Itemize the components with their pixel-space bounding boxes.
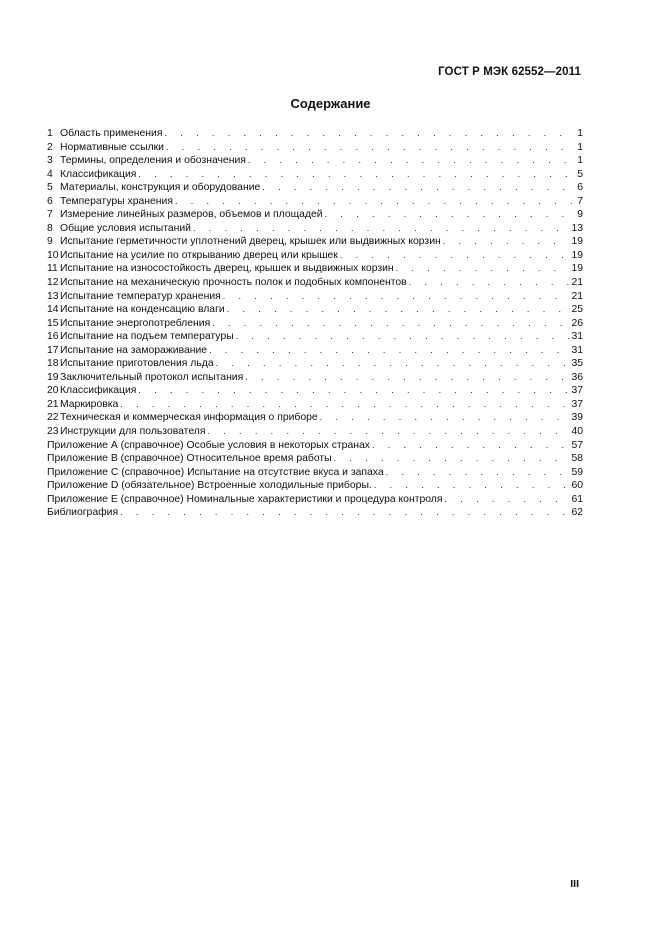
- toc-dot-leader: [262, 181, 576, 195]
- toc-entry-page: 57: [571, 439, 583, 451]
- toc-entry-page: 1: [577, 141, 583, 153]
- toc-entry-number: 7: [47, 209, 53, 221]
- toc-entry-number: 23: [47, 426, 59, 438]
- toc-entry-page: 60: [571, 480, 583, 492]
- toc-entry-title: Измерение линейных размеров, объемов и площадей: [60, 209, 323, 221]
- toc-entry-number: 20: [47, 385, 59, 397]
- toc-dot-leader: [374, 479, 571, 493]
- toc-entry-page: 61: [571, 493, 583, 505]
- toc-entry-title: Область применения: [60, 128, 163, 139]
- toc-dot-leader: [340, 249, 571, 263]
- toc-title: Содержание: [290, 96, 371, 111]
- toc-dot-leader: [120, 398, 570, 412]
- toc-entry-title: Испытание герметичности уплотнений дверец, крышек или выдвижных корзин: [60, 236, 441, 248]
- toc-entry-title: Испытание на механическую прочность полок и подобных компонентов: [60, 277, 407, 289]
- toc-dot-leader: [223, 290, 571, 304]
- toc-entry-title: Испытание приготовления льда: [60, 358, 214, 370]
- toc-entry-number: 19: [47, 371, 59, 383]
- toc-dot-leader: [236, 330, 571, 344]
- toc-entry-page: 35: [571, 358, 583, 370]
- toc-entry[interactable]: [47, 357, 583, 371]
- toc-dot-leader: [120, 506, 570, 520]
- toc-entry[interactable]: [47, 411, 583, 425]
- toc-entry-number: 21: [47, 398, 59, 410]
- document-code: ГОСТ Р МЭК 62552—2011: [438, 66, 581, 78]
- toc-entry-page: 59: [571, 466, 583, 478]
- toc-entry-page: 21: [571, 277, 583, 289]
- toc-dot-leader: [138, 384, 570, 398]
- toc-entry-number: 10: [47, 249, 59, 261]
- toc-dot-leader: [175, 195, 576, 209]
- toc-entry-number: 18: [47, 358, 59, 370]
- toc-dot-leader: [227, 303, 571, 317]
- toc-entry[interactable]: [47, 493, 583, 507]
- toc-entry-page: 19: [571, 249, 583, 261]
- toc-entry-number: 22: [47, 412, 59, 424]
- toc-entry-number: 9: [47, 236, 53, 248]
- toc-entry-number: 4: [47, 168, 53, 180]
- toc-entry[interactable]: [47, 317, 583, 331]
- toc-dot-leader: [334, 452, 571, 466]
- toc-dot-leader: [207, 425, 570, 439]
- toc-entry-title: Общие условия испытаний: [60, 222, 191, 234]
- toc-dot-leader: [193, 222, 570, 236]
- toc-entry-page: 26: [571, 317, 583, 329]
- toc-entry[interactable]: [47, 262, 583, 276]
- toc-entry-page: 31: [571, 331, 583, 343]
- toc-entry[interactable]: [47, 439, 583, 453]
- toc-entry-number: 16: [47, 331, 59, 343]
- toc-dot-leader: [444, 493, 570, 507]
- toc-entry[interactable]: [47, 506, 583, 520]
- toc-entry-title: Испытание на подъем температуры: [60, 331, 234, 343]
- toc-entry[interactable]: [47, 154, 583, 168]
- toc-entry[interactable]: [47, 222, 583, 236]
- toc-entry-title: Термины, определения и обозначения: [60, 155, 246, 167]
- toc-entry[interactable]: [47, 127, 583, 141]
- page-number: III: [570, 878, 579, 890]
- toc-dot-leader: [138, 168, 576, 182]
- toc-entry-title: Инструкции для пользователя: [60, 426, 206, 438]
- toc-entry-number: 13: [47, 290, 59, 302]
- toc-entry-title: Классификация: [60, 168, 137, 180]
- toc-entry-page: 5: [577, 168, 583, 180]
- toc-entry-page: 36: [571, 371, 583, 383]
- toc-entry-number: 6: [47, 195, 53, 207]
- toc-entry[interactable]: [47, 466, 583, 480]
- toc-entry-title: Библиография: [47, 507, 119, 519]
- toc-entry-title: Техническая и коммерческая информация о приборе: [60, 412, 318, 424]
- toc-entry-page: 31: [571, 344, 583, 356]
- toc-entry-page: 19: [571, 263, 583, 275]
- toc-entry[interactable]: [47, 330, 583, 344]
- toc-dot-leader: [248, 154, 576, 168]
- toc-entry[interactable]: [47, 452, 583, 466]
- toc-entry-number: 2: [47, 141, 53, 153]
- toc-entry[interactable]: [47, 371, 583, 385]
- toc-dot-leader: [216, 357, 571, 371]
- toc-entry[interactable]: [47, 276, 583, 290]
- toc-entry-title: Приложение А (справочное) Особые условия в некоторых странах: [47, 439, 370, 451]
- toc-entry[interactable]: [47, 384, 583, 398]
- toc-dot-leader: [409, 276, 571, 290]
- toc-entry[interactable]: [47, 195, 583, 209]
- toc-entry-title: Испытание энергопотребления: [60, 317, 211, 329]
- toc-dot-leader: [245, 371, 570, 385]
- toc-entry[interactable]: [47, 303, 583, 317]
- toc-entry-title: Испытание на конденсацию влаги: [60, 304, 225, 316]
- toc-dot-leader: [325, 208, 577, 222]
- toc-dot-leader: [396, 262, 571, 276]
- toc-entry-title: Заключительный протокол испытания: [60, 371, 244, 383]
- toc-dot-leader: [212, 317, 570, 331]
- toc-entry-number: 15: [47, 317, 59, 329]
- toc-entry-title: Классификация: [60, 385, 137, 397]
- toc-dot-leader: [320, 411, 571, 425]
- toc-entry-title: Маркировка: [60, 398, 119, 410]
- toc-entry-number: 14: [47, 304, 59, 316]
- toc-entry-number: 17: [47, 344, 59, 356]
- toc-entry[interactable]: [47, 479, 583, 493]
- toc-entry[interactable]: [47, 235, 583, 249]
- toc-entry-title: Испытание на усилие по открыванию дверец или крышек: [60, 249, 338, 261]
- toc-entry-page: 58: [571, 453, 583, 465]
- toc-entry-title: Нормативные ссылки: [60, 141, 164, 153]
- toc-entry[interactable]: [47, 344, 583, 358]
- toc-entry-page: 6: [577, 182, 583, 194]
- toc-entry-title: Приложение D (обязательное) Встроенные холодильные приборы.: [47, 480, 372, 492]
- toc-entry-page: 37: [571, 398, 583, 410]
- toc-entry-page: 37: [571, 385, 583, 397]
- toc-entry-title: Испытание на замораживание: [60, 344, 208, 356]
- toc-entry-page: 39: [571, 412, 583, 424]
- toc-dot-leader: [166, 141, 576, 155]
- toc-entry[interactable]: [47, 425, 583, 439]
- toc-entry[interactable]: [47, 249, 583, 263]
- toc-entry-title: Приложение С (справочное) Испытание на отсутствие вкуса и запаха: [47, 466, 384, 478]
- toc-entry-title: Испытание на износостойкость дверец, крышек и выдвижных корзин: [60, 263, 394, 275]
- toc-entry-page: 13: [571, 222, 583, 234]
- toc-dot-leader: [209, 344, 570, 358]
- toc-dot-leader: [443, 235, 571, 249]
- toc-entry-page: 7: [577, 195, 583, 207]
- toc-entry-number: 3: [47, 155, 53, 167]
- toc-entry-page: 1: [577, 155, 583, 167]
- toc-entry-page: 40: [571, 426, 583, 438]
- toc-entry[interactable]: [47, 208, 583, 222]
- toc-entry[interactable]: [47, 290, 583, 304]
- toc-entry-page: 62: [571, 507, 583, 519]
- toc-entry-number: 12: [47, 277, 59, 289]
- toc-entry-number: 1: [47, 128, 53, 139]
- toc-dot-leader: [386, 466, 571, 480]
- toc-entry-number: 8: [47, 222, 53, 234]
- toc-entry-title: Испытание температур хранения: [60, 290, 221, 302]
- toc-entry-page: 21: [571, 290, 583, 302]
- toc-dot-leader: [164, 127, 576, 141]
- toc-entry-page: 1: [577, 128, 583, 139]
- toc-entry-page: 25: [571, 304, 583, 316]
- toc-entry-title: Температуры хранения: [60, 195, 173, 207]
- table-of-contents: [47, 127, 583, 520]
- toc-entry-page: 9: [577, 209, 583, 221]
- toc-entry-number: 11: [47, 263, 58, 275]
- toc-entry[interactable]: [47, 398, 583, 412]
- toc-entry-number: 5: [47, 182, 53, 194]
- toc-entry-title: Приложение Е (справочное) Номинальные характеристики и процедура контроля: [47, 493, 443, 505]
- toc-dot-leader: [372, 439, 571, 453]
- toc-entry-page: 19: [571, 236, 583, 248]
- toc-entry-title: Материалы, конструкция и оборудование: [60, 182, 261, 194]
- toc-entry[interactable]: [47, 181, 583, 195]
- toc-entry-title: Приложение В (справочное) Относительное время работы: [47, 453, 332, 465]
- toc-entry[interactable]: [47, 141, 583, 155]
- toc-entry[interactable]: [47, 168, 583, 182]
